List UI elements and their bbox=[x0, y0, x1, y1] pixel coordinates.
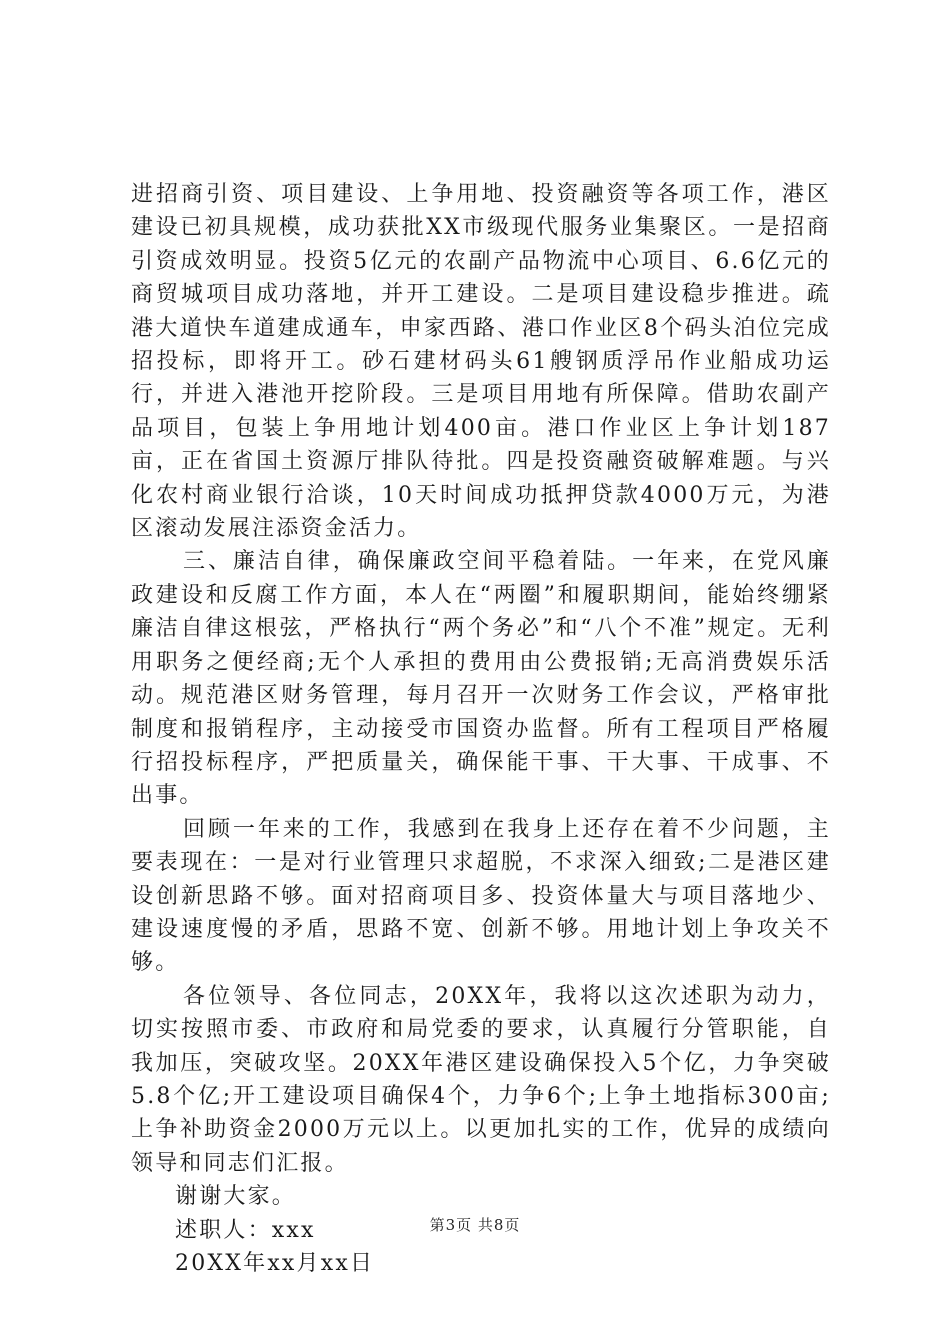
closing-reporter: 述职人：xxx bbox=[175, 1217, 316, 1243]
document-body bbox=[131, 178, 831, 1280]
paragraph-investment: 进招商引资、项目建设、上争用地、投资融资等各项工作，港区建设已初具规模，成功获批XX市级现代服务业集聚区。一是招商引资成效明显。投资5亿元的农副产品物流中心项目、6.6亿元的商贸城项目成功落地，并开工建设。二是项目建设稳步推进。疏港大道快车道建成通车，申家西路、港口作业区8个码头泊位完成招投标，即将开工。砂石建材码头61艘钢质浮吊作业船成功运行，并进入港池开挖阶段。三是项目用地有所保障。借助农副产品项目，包装上争用地计划400亩。港口作业区上争计划187亩，正在省国土资源厅排队待批。四是投资融资破解难题。与兴化农村商业银行洽谈，10天时间成功抵押贷款4000万元，为港区滚动发展注添资金活力。 bbox=[131, 182, 831, 542]
page-number-footer: 第3页 共8页 bbox=[429, 1216, 521, 1234]
paragraph-plans: 各位领导、各位同志，20XX年，我将以这次述职为动力，切实按照市委、市政府和局党委的要求，认真履行分管职能，自我加压，突破攻坚。20XX年港区建设确保投入5个亿，力争突破5.8个亿;开工建设项目确保4个，力争6个;上争土地指标300亩;上争补助资金2000万元以上。以更加扎实的工作，优异的成绩向领导和同志们汇报。 bbox=[131, 983, 831, 1176]
paragraph-integrity: 三、廉洁自律，确保廉政空间平稳着陆。一年来，在党风廉政建设和反腐工作方面，本人在“两圈”和履职期间，能始终绷紧廉洁自律这根弦，严格执行“两个务必”和“八个不准”规定。无利用职务之便经商;无个人承担的费用由公费报销;无高消费娱乐活动。规范港区财务管理，每月召开一次财务工作会议，严格审批制度和报销程序，主动接受市国资办监督。所有工程项目严格履行招投标程序，严把质量关，确保能干事、干大事、干成事、不出事。 bbox=[131, 549, 831, 809]
paragraph-problems: 回顾一年来的工作，我感到在我身上还存在着不少问题，主要表现在：一是对行业管理只求超脱，不求深入细致;二是港区建设创新思路不够。面对招商项目多、投资体量大与项目落地少、建设速度慢的矛盾，思路不宽、创新不够。用地计划上争攻关不够。 bbox=[131, 816, 831, 976]
closing-thanks: 谢谢大家。 bbox=[175, 1184, 297, 1210]
closing-date: 20XX年xx月xx日 bbox=[175, 1251, 375, 1276]
